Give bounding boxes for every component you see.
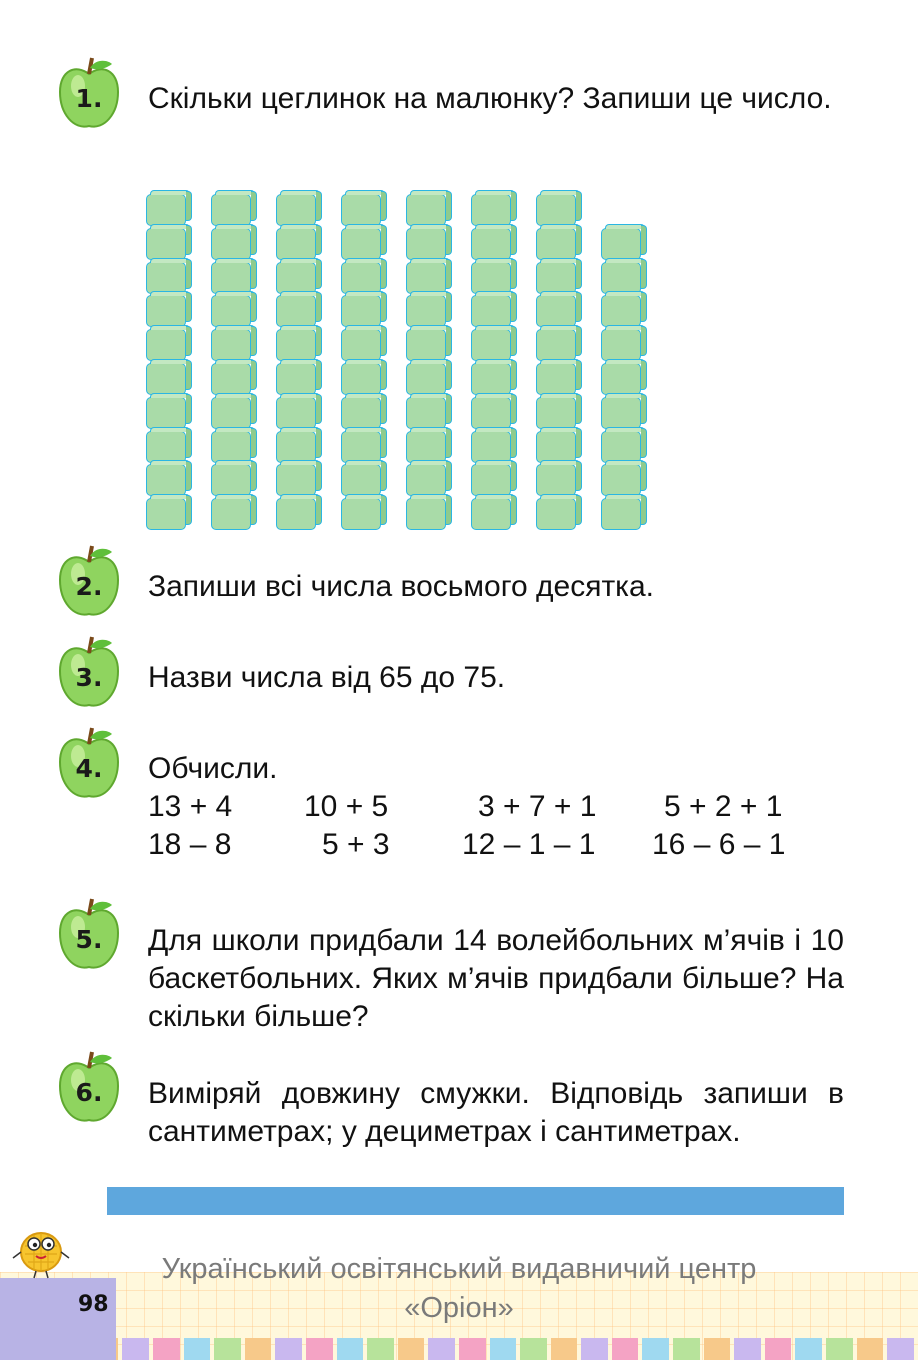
expression-row (148, 788, 848, 826)
task-text: Скільки цеглинок на малюнку? Запиши це число. (148, 82, 832, 115)
brick (211, 194, 251, 226)
brick (471, 295, 511, 327)
brick (276, 363, 316, 395)
brick (536, 194, 576, 226)
task-number: 4. (75, 754, 103, 783)
brick (601, 329, 641, 361)
brick (601, 228, 641, 260)
brick (536, 464, 576, 496)
brick (341, 363, 381, 395)
brick (471, 228, 511, 260)
task-number: 5. (75, 925, 103, 954)
brick (536, 329, 576, 361)
expression: 18 – 8 (148, 828, 232, 861)
brick (471, 194, 511, 226)
brick (341, 329, 381, 361)
apple-icon (56, 544, 122, 620)
brick (276, 228, 316, 260)
brick (276, 295, 316, 327)
brick (146, 397, 186, 429)
apple-icon (56, 897, 122, 973)
expression: 16 – 6 – 1 (652, 828, 786, 861)
brick (471, 397, 511, 429)
task-text: Для школи придбали 14 волейбольних м’ячів і 10 баскетбольних. Яких м’ячів придбали більше? На скільки більше? (148, 924, 844, 1033)
brick (146, 295, 186, 327)
expression: 10 + 5 (304, 790, 389, 823)
brick (536, 397, 576, 429)
brick (406, 295, 446, 327)
apple-icon (56, 56, 122, 132)
brick (211, 295, 251, 327)
brick (536, 431, 576, 463)
brick (341, 194, 381, 226)
apple-icon (56, 635, 122, 711)
brick (211, 329, 251, 361)
task-text: Запиши всі числа восьмого десятка. (148, 570, 654, 603)
brick (406, 397, 446, 429)
brick (211, 363, 251, 395)
brick (536, 363, 576, 395)
brick (276, 431, 316, 463)
brick (146, 194, 186, 226)
brick (146, 228, 186, 260)
task-number: 3. (75, 663, 103, 692)
brick (601, 464, 641, 496)
brick (146, 498, 186, 530)
brick (276, 262, 316, 294)
expression-row (148, 826, 848, 864)
brick (211, 262, 251, 294)
page-number: 98 (78, 1292, 109, 1317)
brick (601, 397, 641, 429)
brick (471, 262, 511, 294)
task-number: 6. (75, 1078, 103, 1107)
expression: 3 + 7 + 1 (478, 790, 597, 823)
expression: 5 + 2 + 1 (664, 790, 783, 823)
expression: 13 + 4 (148, 790, 233, 823)
task-text: Назви числа від 65 до 75. (148, 661, 506, 694)
brick (211, 397, 251, 429)
brick (276, 464, 316, 496)
brick (211, 464, 251, 496)
footer-stripes (0, 1338, 918, 1360)
brick (471, 363, 511, 395)
task-number: 1. (75, 84, 103, 113)
brick (211, 228, 251, 260)
brick (406, 194, 446, 226)
brick (341, 262, 381, 294)
apple-icon (56, 726, 122, 802)
brick (146, 431, 186, 463)
brick (341, 228, 381, 260)
publisher-name: Український освітянський видавничий центр (161, 1253, 757, 1285)
brick (536, 262, 576, 294)
brick (536, 228, 576, 260)
apple-icon (56, 1050, 122, 1126)
brick (341, 295, 381, 327)
brick (406, 262, 446, 294)
expressions (148, 788, 848, 864)
brick (536, 498, 576, 530)
brick (406, 498, 446, 530)
task-number: 2. (75, 572, 103, 601)
brick (276, 194, 316, 226)
brick (406, 228, 446, 260)
brick (406, 431, 446, 463)
brick (406, 464, 446, 496)
expression: 5 + 3 (322, 828, 390, 861)
brick (276, 329, 316, 361)
task-text: Виміряй довжину смужки. Відповідь запиши в сантиметрах; у дециметрах і сантиметрах. (148, 1077, 844, 1148)
publisher-brand: «Оріон» (404, 1292, 514, 1324)
measuring-strip (107, 1187, 844, 1215)
brick (601, 431, 641, 463)
brick (601, 498, 641, 530)
task-text: Обчисли. (148, 752, 278, 785)
brick (471, 498, 511, 530)
brick (211, 498, 251, 530)
brick (471, 464, 511, 496)
brick (471, 431, 511, 463)
brick (276, 397, 316, 429)
brick (211, 431, 251, 463)
brick (341, 464, 381, 496)
expression: 12 – 1 – 1 (462, 828, 596, 861)
brick (601, 262, 641, 294)
brick (406, 329, 446, 361)
brick (341, 498, 381, 530)
brick (276, 498, 316, 530)
brick (601, 363, 641, 395)
brick (341, 431, 381, 463)
brick (601, 295, 641, 327)
brick (341, 397, 381, 429)
brick (146, 363, 186, 395)
brick (471, 329, 511, 361)
brick (406, 363, 446, 395)
brick (146, 262, 186, 294)
brick (146, 329, 186, 361)
brick (146, 464, 186, 496)
brick (536, 295, 576, 327)
